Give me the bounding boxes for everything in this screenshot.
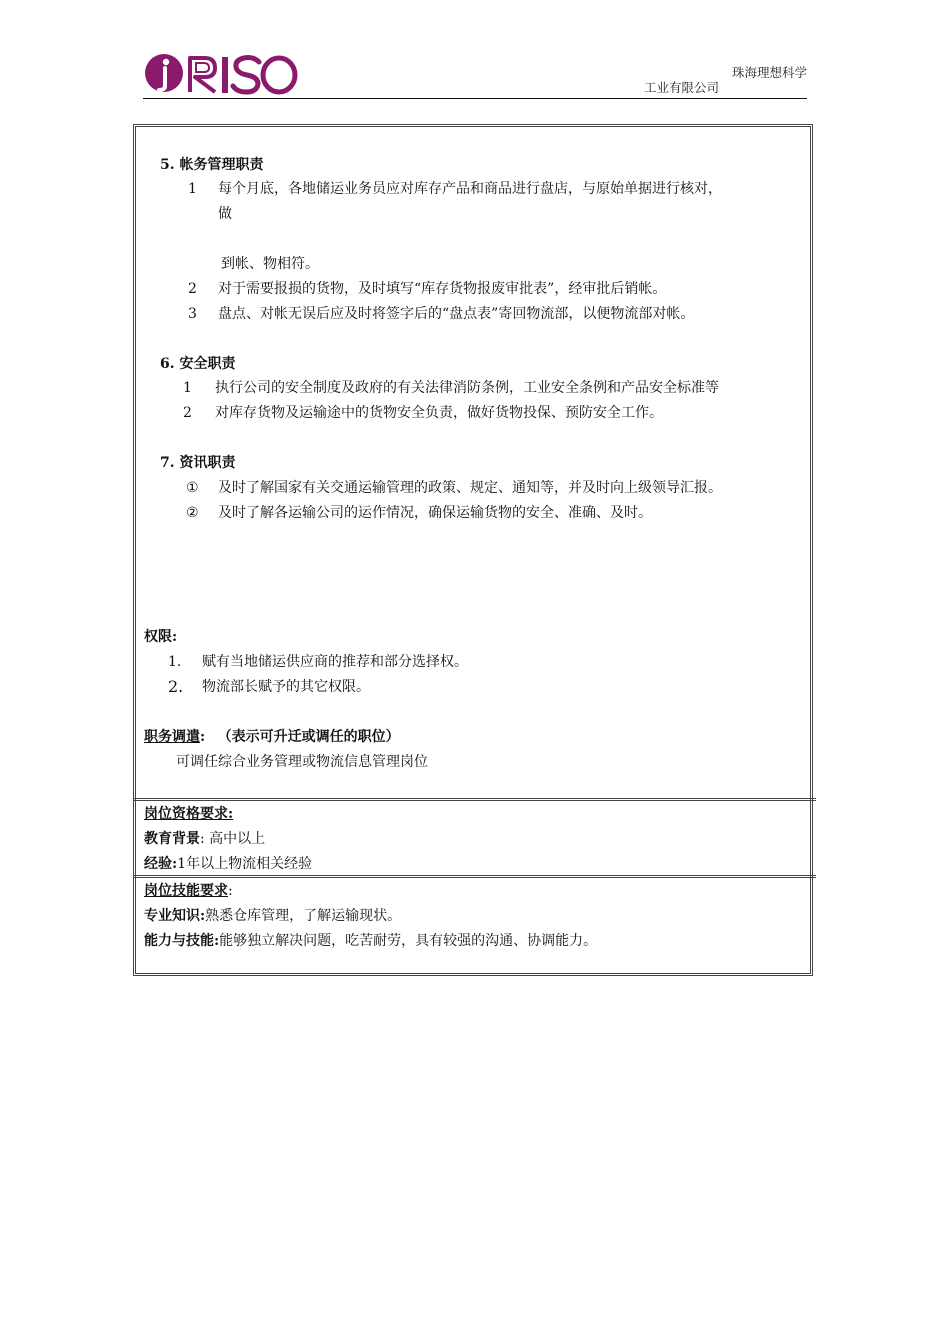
education-value: : 高中以上: [200, 831, 266, 847]
section-5-item-1-num: 1: [188, 181, 197, 197]
section-5-item-2-num: 2: [188, 281, 197, 297]
knowledge-value: 熟悉仓库管理，了解运输现状。: [205, 908, 402, 924]
skills-heading: [144, 881, 233, 901]
knowledge-row: [144, 906, 401, 926]
transfer-colon: :: [200, 729, 206, 745]
section-7-item-1-num: ①: [186, 480, 199, 496]
authority-title: 权限:: [144, 629, 178, 645]
section-7-item-1-text: 及时了解国家有关交通运输管理的政策、规定、通知等，并及时向上级领导汇报。: [218, 480, 722, 496]
section-6-item-1-num: 1: [183, 380, 192, 396]
section-5-item-3-num: 3: [188, 306, 197, 322]
section-6-item-2-text: 对库存货物及运输途中的货物安全负责，做好货物投保、预防安全工作。: [215, 405, 663, 421]
header-rule: [143, 98, 807, 99]
transfer-note: （表示可升迁或调任的职位）: [217, 729, 400, 745]
company-name: [644, 65, 807, 95]
authority-item-2-text: 物流部长赋予的其它权限。: [202, 679, 370, 695]
transfer-title: 职务调遣: [144, 729, 200, 745]
experience-value: 1年以上物流相关经验: [177, 856, 313, 872]
skills-title-colon: :: [228, 883, 233, 899]
section-5-title: 5. 帐务管理职责: [160, 157, 264, 173]
education-label: 教育背景: [144, 831, 200, 847]
company-name-line1: 珠海理想科学: [731, 65, 807, 80]
experience-row: [144, 854, 312, 874]
authority-item-2-num: 2.: [168, 677, 184, 696]
qualification-title: 岗位资格要求:: [144, 806, 234, 822]
section-divider-2: [133, 875, 816, 878]
knowledge-label: 专业知识:: [144, 908, 206, 924]
riso-logo: [143, 50, 303, 100]
authority-item-1-num: 1.: [168, 654, 182, 670]
section-5-item-2-text: 对于需要报损的货物，及时填写“库存货物报废审批表”，经审批后销帐。: [218, 281, 667, 297]
section-5-item-1-cont2: 到帐、物相符。: [221, 256, 319, 272]
section-divider-1: [133, 798, 816, 801]
authority-item-1-text: 赋有当地储运供应商的推荐和部分选择权。: [202, 654, 468, 670]
section-6-item-1-text: 执行公司的安全制度及政府的有关法律消防条例，工业安全条例和产品安全标准等: [215, 380, 719, 396]
company-name-line2: 工业有限公司: [643, 80, 719, 95]
page-header: [143, 50, 807, 100]
ability-value: 能够独立解决问题，吃苦耐劳，具有较强的沟通、协调能力。: [219, 933, 598, 949]
ability-label: 能力与技能:: [144, 933, 220, 949]
section-7-title: 7. 资讯职责: [160, 455, 236, 471]
skills-title: 岗位技能要求: [144, 883, 228, 899]
transfer-heading: [144, 727, 400, 747]
section-7-item-2-text: 及时了解各运输公司的运作情况，确保运输货物的安全、准确、及时。: [218, 505, 652, 521]
section-5-item-1-text: 每个月底，各地储运业务员应对库存产品和商品进行盘店，与原始单据进行核对，: [218, 181, 722, 197]
section-6-title: 6. 安全职责: [160, 356, 236, 372]
section-7-item-2-num: ②: [186, 505, 199, 521]
experience-label: 经验:: [144, 856, 178, 872]
ability-row: [144, 931, 597, 951]
transfer-text: 可调任综合业务管理或物流信息管理岗位: [176, 754, 428, 770]
section-6-item-2-num: 2: [183, 405, 192, 421]
section-5-item-3-text: 盘点、对帐无误后应及时将签字后的“盘点表”寄回物流部，以便物流部对帐。: [218, 306, 695, 322]
education-row: [144, 829, 265, 849]
section-5-item-1-cont1: 做: [218, 206, 232, 222]
